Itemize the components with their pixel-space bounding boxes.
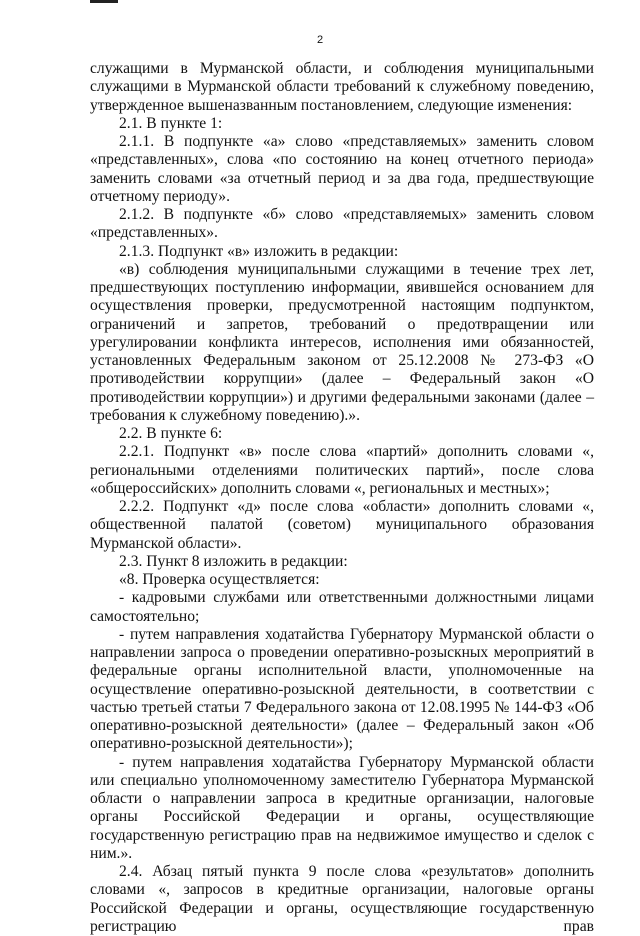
paragraph-p04: 2.1.2. В подпункте «б» слово «представляемых» заменить словом «представленных».	[90, 206, 594, 242]
paragraph-p09: 2.2.2. Подпункт «д» после слова «области» дополнить словами «, общественной палатой (советом) муниципального образования Мурманской области».	[90, 498, 594, 552]
paragraph-p08: 2.2.1. Подпункт «в» после слова «партий» дополнить словами «, региональными отделениями политических партий», после слова «общероссийских» дополнить словами «, региональных и местных»;	[90, 443, 594, 497]
paragraph-p11: «8. Проверка осуществляется:	[119, 571, 320, 588]
paragraph-p02: 2.1. В пункте 1:	[119, 114, 223, 132]
scan-artifact-mark	[90, 0, 118, 3]
paragraph-p05: 2.1.3. Подпункт «в» изложить в редакции:	[119, 242, 399, 260]
paragraph-p12: - кадровыми службами или ответственными должностными лицами самостоятельно;	[90, 589, 594, 625]
paragraph-p14: - путем направления ходатайства Губернатору Мурманской области или специально уполномоченному заместителю Губернатора Мурманской области о направлении запроса в кредитные организации, налоговые органы Российской Федерации и органы, осуществляющие государственную регистрацию прав на недвижимое имущество и сделок с ним.».	[90, 753, 594, 862]
paragraph-p06: «в) соблюдения муниципальными служащими в течение трех лет, предшествующих поступлению информации, явившейся основанием для осуществления проверки, предусмотренной настоящим подпунктом, ограничений и запретов, требований о предотвращении или урегулировании конфликта интересов, исполнения ими обязанностей, установленных Федеральным законом от 25.12.2008 № 273-ФЗ «О противодействии коррупции» (далее – Федеральный закон «О противодействии коррупции») и другими федеральными законами (далее – требования к служебному поведению).».	[90, 260, 594, 424]
paragraph-p15: 2.4. Абзац пятый пункта 9 после слова «результатов» дополнить словами «, запросов в кредитные организации, налоговые органы Российской Федерации и органы, осуществляющие государственную регистрацию прав	[90, 863, 594, 935]
paragraph-p13: - путем направления ходатайства Губернатору Мурманской области о направлении запроса о проведении оперативно-розыскных мероприятий в федеральные органы исполнительной власти, уполномоченные на осуществление оперативно-розыскной деятельности, в соответствии с частью третьей статьи 7 Федерального закона от 12.08.1995 № 144-ФЗ «Об оперативно-розыскной деятельности» (далее – Федеральный закон «Об оперативно-розыскной деятельности»);	[90, 625, 594, 753]
page-number: 2	[316, 34, 324, 46]
paragraph-p03: 2.1.1. В подпункте «а» слово «представляемых» заменить словом «представленных», слова «по состоянию на конец отчетного периода» заменить словами «за отчетный период и за два года, предшествующие отчетному периоду».	[90, 133, 594, 205]
document-body	[90, 60, 594, 936]
paragraph-p01: служащими в Мурманской области, и соблюдения муниципальными служащими в Мурманской области требований к служебному поведению, утвержденное вышеназванным постановлением, следующие изменения:	[90, 60, 594, 114]
paragraph-p07: 2.2. В пункте 6:	[119, 425, 223, 442]
paragraph-p10: 2.3. Пункт 8 изложить в редакции:	[119, 552, 348, 570]
